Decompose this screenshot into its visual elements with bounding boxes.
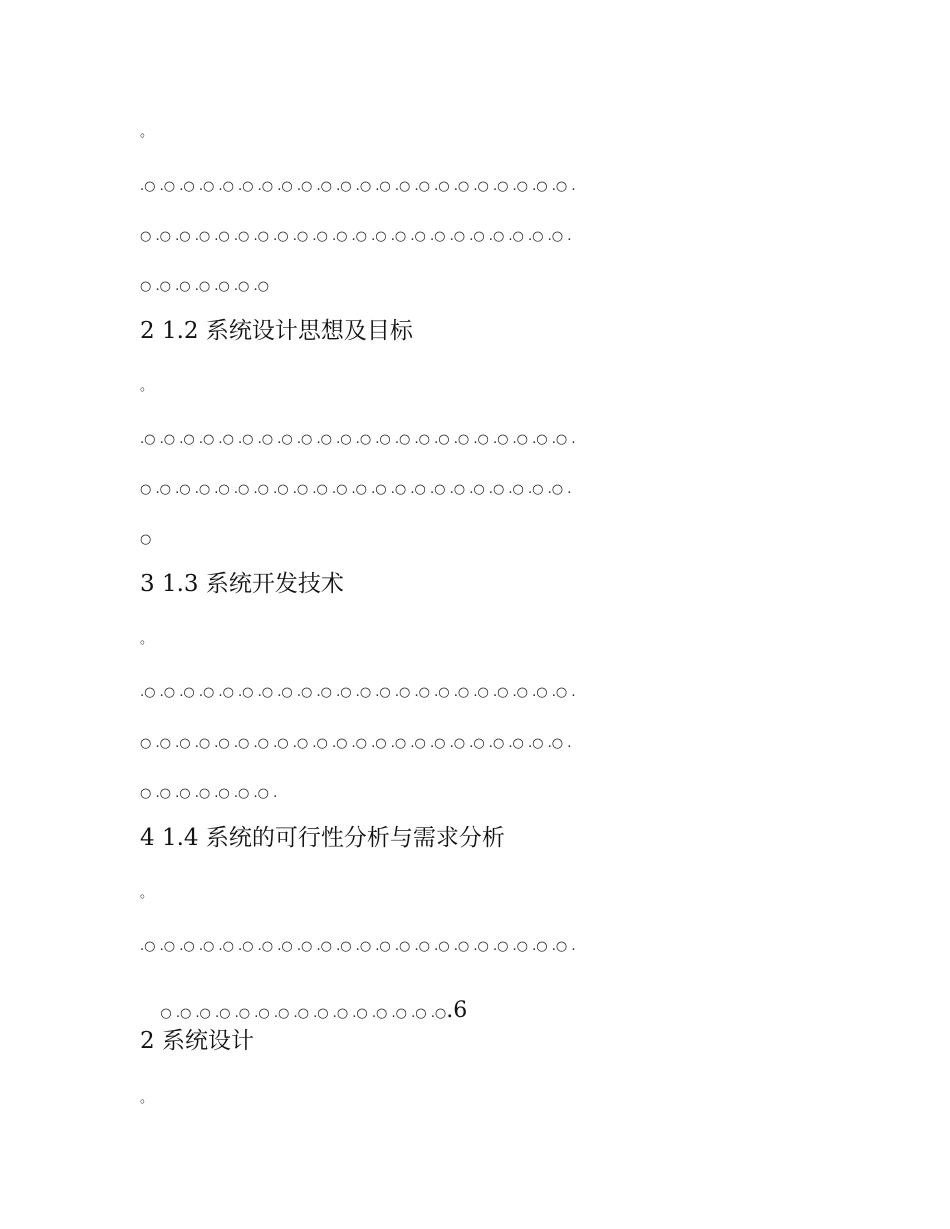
toc-leader-line: ○	[140, 532, 152, 547]
toc-leader-line: 。	[140, 379, 154, 394]
toc-leader-line: .○ .○ .○ .○ .○ .○ .○ .○ .○ .○ .○ .○ .○ .○ .○ .○ .○ .○ .○ .○ .○ .○ .	[140, 432, 576, 447]
toc-leader-line: 。	[140, 1091, 154, 1106]
toc-leader-line: .○ .○ .○ .○ .○ .○ .○ .○ .○ .○ .○ .○ .○ .○ .○ .○ .○ .○ .○ .○ .○ .○ .	[140, 179, 576, 194]
toc-leader-line: 。	[140, 125, 154, 140]
toc-leader-line: .○ .○ .○ .○ .○ .○ .○ .○ .○ .○ .○ .○ .○ .○ .○ .○ .○ .○ .○ .○ .○ .○ .	[140, 685, 576, 700]
toc-heading-1-3[interactable]: 3 1.3 系统开发技术	[140, 571, 344, 597]
toc-leader-line: ○ .○ .○ .○ .○ .○ .○ .○ .○ .○ .○ .○ .○ .○ .○	[160, 1006, 447, 1021]
toc-heading-1-2[interactable]: 2 1.2 系统设计思想及目标	[140, 318, 413, 344]
toc-leader-line: ○ .○ .○ .○ .○ .○ .○ .○ .○ .○ .○ .○ .○ .○ .○ .○ .○ .○ .○ .○ .○ .○ .	[140, 229, 572, 244]
toc-heading-2[interactable]: 2 系统设计	[140, 1028, 254, 1054]
toc-leader-line: ○ .○ .○ .○ .○ .○ .○	[140, 279, 269, 294]
toc-heading-1-4[interactable]: 4 1.4 系统的可行性分析与需求分析	[140, 825, 505, 851]
toc-leader-line: .○ .○ .○ .○ .○ .○ .○ .○ .○ .○ .○ .○ .○ .○ .○ .○ .○ .○ .○ .○ .○ .○ .	[140, 939, 576, 954]
toc-leader-line: 。	[140, 886, 154, 901]
toc-leader-line: 。	[140, 632, 154, 647]
toc-leader-line: ○ .○ .○ .○ .○ .○ .○ .○ .○ .○ .○ .○ .○ .○ .○ .○ .○ .○ .○ .○ .○ .○ .	[140, 736, 572, 751]
toc-leader-line: ○ .○ .○ .○ .○ .○ .○ .○ .○ .○ .○ .○ .○ .○ .○ .○ .○ .○ .○ .○ .○ .○ .	[140, 482, 572, 497]
toc-page-number: .6	[446, 998, 468, 1023]
toc-leader-line: ○ .○ .○ .○ .○ .○ .○ .	[140, 786, 278, 801]
